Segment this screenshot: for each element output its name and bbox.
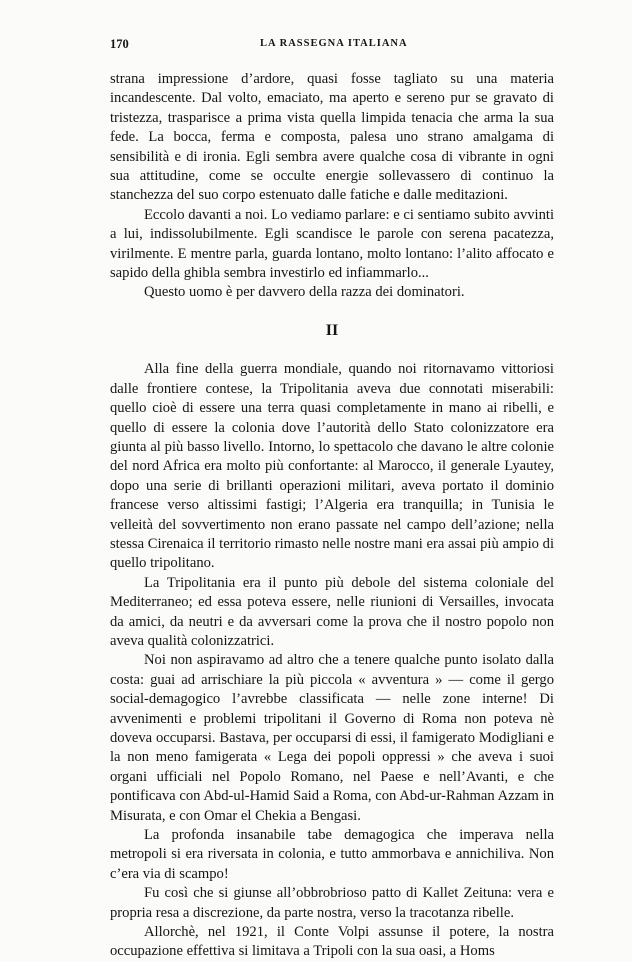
paragraph: Noi non aspiravamo ad altro che a tenere qualche punto isolato dalla costa: guai ad arrischiare la più piccola « avventura » — come il gergo social-demagogico l’avrebbe classificata — nelle zone interne! Di avvenimenti e problemi tripolitani il Governo di Roma non poteva nè doveva occuparsi. Bastava, per occuparsi di essi, il famigerato Modigliani e la non meno famigerata « Lega dei popoli oppressi » che aveva i suoi organi ufficiali nel Popolo Romano, nel Paese e nell’Avanti, e che pontificava con Abd-ul-Hamid Said a Roma, con Abd-ur-Rahman Azzam in Misurata, e con Omar el Chekia a Bengasi. bbox=[110, 652, 554, 824]
paragraph: Allorchè, nel 1921, il Conte Volpi assunse il potere, la nostra occupazione effettiva si limitava a Tripoli con la sua oasi, a Homs bbox=[110, 924, 554, 960]
paragraph: Questo uomo è per davvero della razza dei dominatori. bbox=[144, 284, 465, 301]
journal-title: LA RASSEGNA ITALIANA bbox=[260, 38, 408, 49]
running-header bbox=[110, 37, 554, 55]
paragraph: La profonda insanabile tabe demagogica che imperava nella metropoli si era riversata in colonia, e tutto ammorbava e annichiliva. Non c’era via di scampo! bbox=[110, 827, 554, 882]
paragraph: Eccolo davanti a noi. Lo vediamo parlare: e ci sentiamo subito avvinti a lui, indissolubilmente. Egli scandisce le parole con serena pacatezza, virilmente. E mentre parla, guarda lontano, molto lontano: l’alito affocato e sapido della ghibla sembra investirlo ed infiammarlo... bbox=[110, 206, 554, 282]
paragraph: strana impressione d’ardore, quasi fosse tagliato su una materia incandescente. Dal volto, emaciato, ma aperto e sereno pur se gravato di tristezza, trasparisce a prima vista quella limpida tenacia che arma la sua fede. La bocca, ferma e composta, palesa uno strano amalgama di sensibilità e di ironia. Egli sembra avere qualche cosa di vibrante in ogni sua attitudine, come se occulte energie sollevassero di continuo la stanchezza del suo corpo estenuato dalle fatiche e dalle meditazioni. bbox=[110, 71, 554, 204]
body-text bbox=[110, 70, 554, 962]
paragraph: Alla fine della guerra mondiale, quando noi ritornavamo vittoriosi dalle frontiere contese, la Tripolitania aveva due connotati miserabili: quello cioè di essere una terra quasi completamente in mano ai ribelli, e quello di essere la colonia dove l’autorità dello Stato colonizzatore era giunta al più basso livello. Intorno, lo spettacolo che davano le altre colonie del nord Africa era molto più confortante: al Marocco, il generale Lyautey, dopo una serie di brillanti operazioni militari, aveva portato il dominio francese verso altissimi fastigi; l’Algeria era tranquilla; in Tunisia le velleità del sovvertimento non erano passate nel campo dell’azione; nella stessa Cirenaica il territorio rimasto nelle nostre mani era assai più ampio di quello tripolitano. bbox=[110, 361, 554, 572]
section-heading: II bbox=[325, 321, 339, 339]
page-number: 170 bbox=[110, 37, 129, 51]
paragraph: Fu così che si giunse all’obbrobrioso patto di Kallet Zeituna: vera e propria resa a discrezione, da parte nostra, verso la tracotanza ribelle. bbox=[110, 885, 554, 921]
paragraph: La Tripolitania era il punto più debole del sistema coloniale del Mediterraneo; ed essa poteva essere, nelle riunioni di Versailles, invocata da amici, da neutri e da avversari come la prova che il nostro popolo non aveva qualità colonizzatrici. bbox=[110, 574, 554, 649]
